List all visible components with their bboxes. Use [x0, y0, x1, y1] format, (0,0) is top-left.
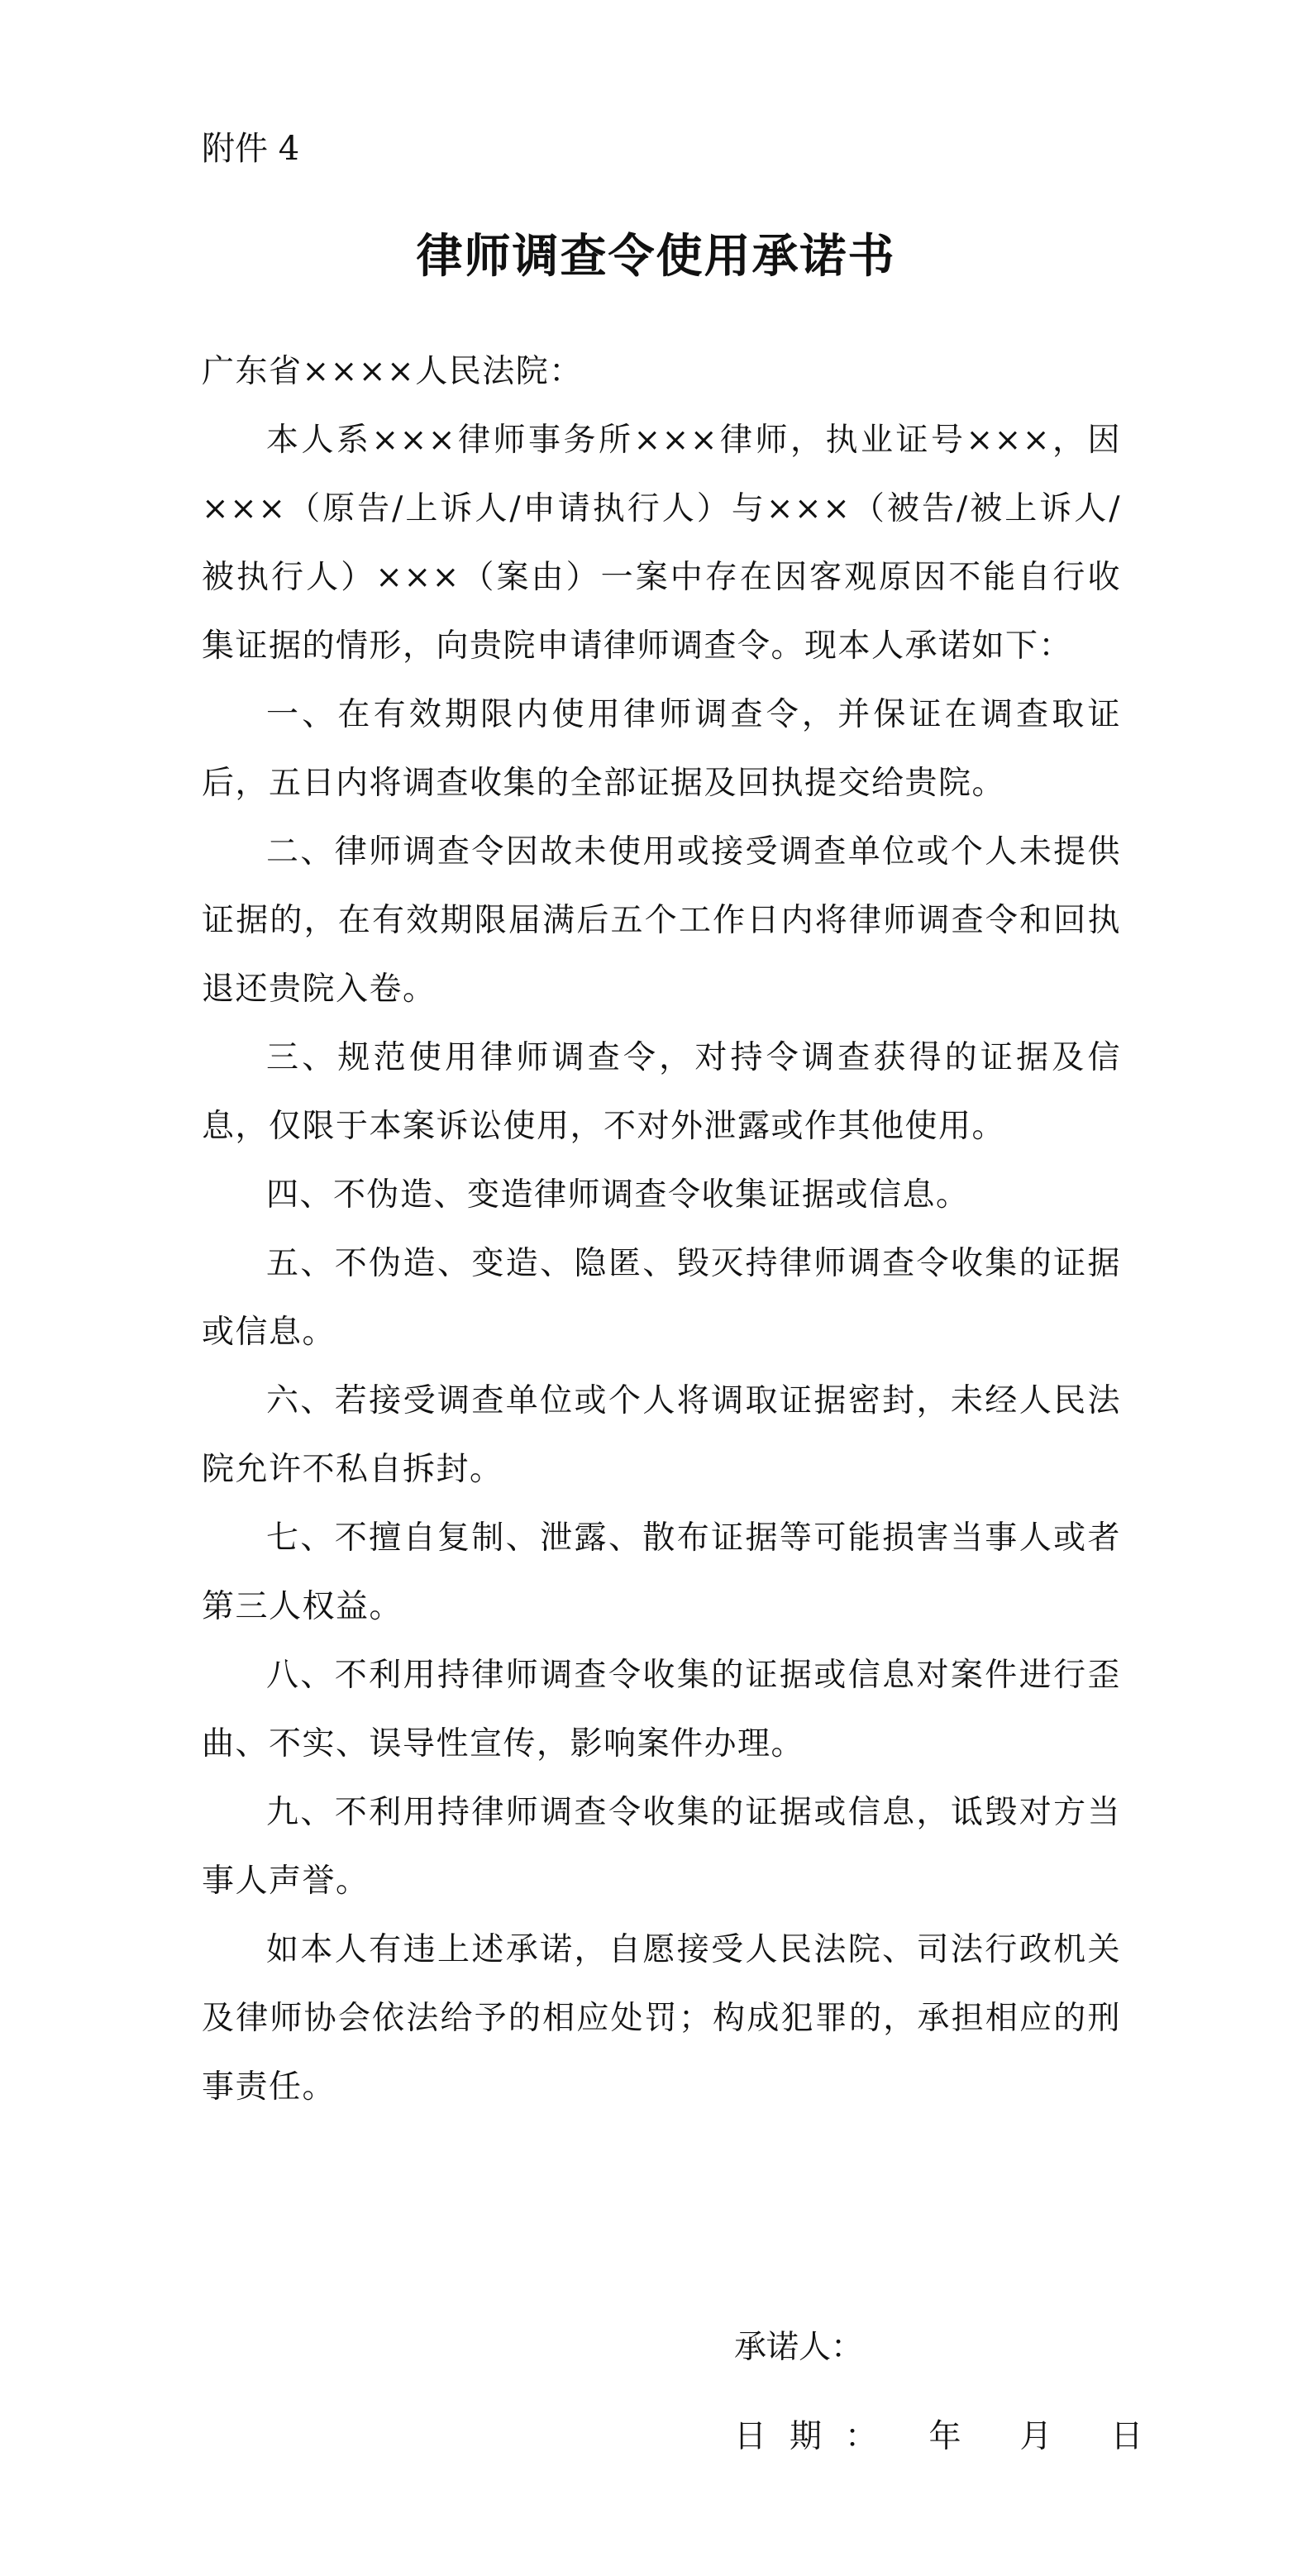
liability-clause: 如本人有违上述承诺，自愿接受人民法院、司法行政机关及律师协会依法给予的相应处罚；构成犯罪的，承担相应的刑事责任。: [202, 1931, 1121, 2106]
year-label: 年: [928, 2418, 961, 2455]
addressee-line: 广东省××××人民法院：: [202, 353, 583, 390]
commitment-item-1: 一、在有效期限内使用律师调查令，并保证在调查取证后，五日内将调查收集的全部证据及回执提交给贵院。: [202, 696, 1121, 802]
commitment-item-2: 二、律师调查令因故未使用或接受调查单位或个人未提供证据的，在有效期限届满后五个工作日内将律师调查令和回执退还贵院入卷。: [202, 833, 1121, 1008]
date-line: [734, 2412, 1172, 2462]
commitment-item-5: 五、不伪造、变造、隐匿、毁灭持律师调查令收集的证据或信息。: [202, 1245, 1121, 1351]
commitment-item-6: 六、若接受调查单位或个人将调取证据密封，未经人民法院允许不私自拆封。: [202, 1382, 1121, 1488]
month-label: 月: [1019, 2418, 1052, 2455]
commitment-item-4: 四、不伪造、变造律师调查令收集证据或信息。: [266, 1176, 970, 1214]
day-label: 日: [1110, 2418, 1143, 2455]
paragraph-intro: 本人系×××律师事务所×××律师，执业证号×××，因×××（原告/上诉人/申请执行人）与×××（被告/被上诉人/被执行人）×××（案由）一案中存在因客观原因不能自行收集证据的情形，向贵院申请律师调查令。现本人承诺如下：: [202, 422, 1121, 665]
attachment-label: 附件 4: [202, 130, 300, 168]
document-title: 律师调查令使用承诺书: [416, 229, 896, 284]
commitment-item-9: 九、不利用持律师调查令收集的证据或信息，诋毁对方当事人声誉。: [202, 1794, 1121, 1900]
commitment-item-3: 三、规范使用律师调查令，对持令调查获得的证据及信息，仅限于本案诉讼使用，不对外泄露或作其他使用。: [202, 1039, 1121, 1145]
document-body: [202, 337, 1121, 2121]
signer-line: [734, 2323, 863, 2373]
commitment-item-8: 八、不利用持律师调查令收集的证据或信息对案件进行歪曲、不实、误导性宣传，影响案件办理。: [202, 1657, 1121, 1763]
signer-label: 承诺人：: [734, 2329, 864, 2366]
commitment-item-7: 七、不擅自复制、泄露、散布证据等可能损害当事人或者第三人权益。: [202, 1519, 1121, 1625]
date-label: 日期：: [734, 2418, 901, 2455]
